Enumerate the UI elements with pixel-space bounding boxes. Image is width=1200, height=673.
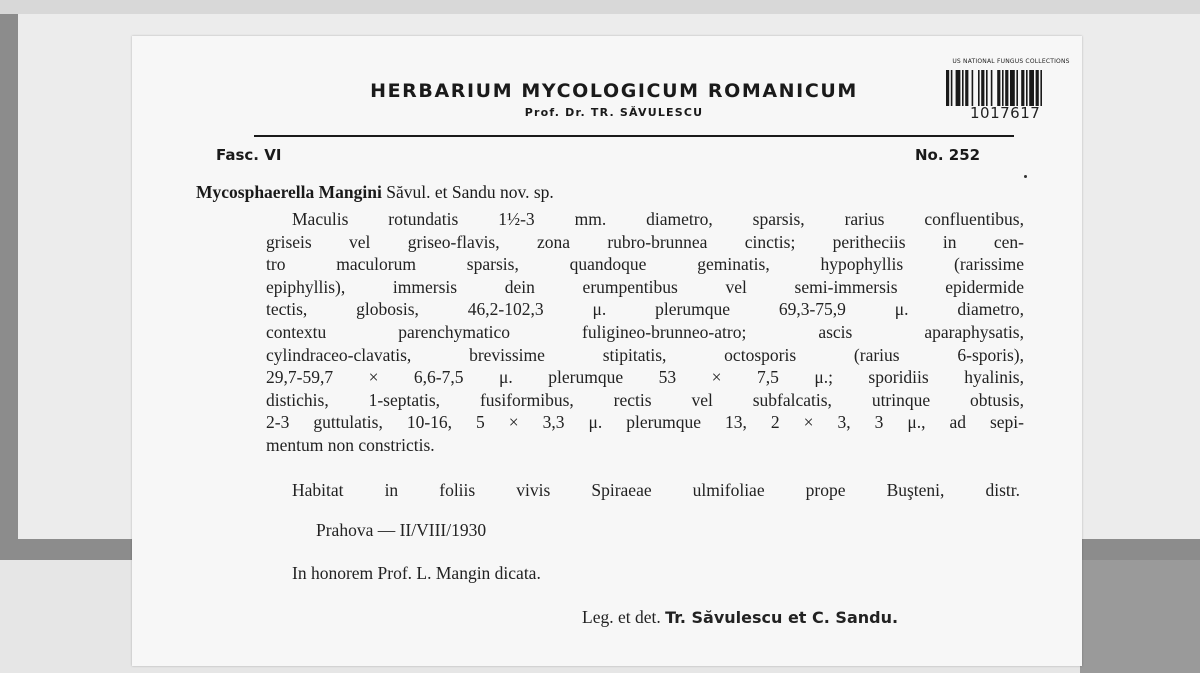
description-line: griseis vel griseo-flavis, zona rubro-brunnea cinctis; peritheciis in cen- bbox=[266, 231, 1024, 252]
description bbox=[266, 208, 1024, 457]
description-line: epiphyllis), immersis dein erumpentibus vel semi-immersis epidermide bbox=[266, 276, 1024, 297]
specimen-label bbox=[132, 36, 1082, 666]
description-line: 2-3 guttulatis, 10-16, 5 × 3,3 μ. plerumque 13, 2 × 3, 3 μ., ad sepi- bbox=[266, 412, 1024, 433]
collectors-line bbox=[582, 607, 898, 628]
barcode-number: 1017617 bbox=[970, 104, 1041, 122]
description-line: Maculis rotundatis 1½-3 mm. diametro, sparsis, rarius confluentibus, bbox=[292, 209, 1024, 229]
description-line: distichis, 1-septatis, fusiformibus, rectis vel subfalcatis, utrinque obtusis, bbox=[266, 389, 1024, 410]
ink-dot bbox=[1024, 175, 1027, 178]
description-line: tectis, globosis, 46,2-102,3 μ. plerumque 69,3-75,9 μ. diametro, bbox=[266, 299, 1024, 320]
description-line: mentum non constrictis. bbox=[266, 434, 435, 455]
herbarium-subtitle: Prof. Dr. TR. SĂVULESCU bbox=[524, 106, 704, 119]
fascicle-label: Fasc. VI bbox=[216, 146, 282, 164]
barcode-caption: US NATIONAL FUNGUS COLLECTIONS bbox=[952, 58, 1070, 65]
description-line: contextu parenchymatico fuligineo-brunneo-atro; ascis aparaphysatis, bbox=[266, 321, 1024, 342]
herbarium-title: HERBARIUM MYCOLOGICUM ROMANICUM bbox=[370, 80, 858, 102]
description-line: 29,7-59,7 × 6,6-7,5 μ. plerumque 53 × 7,5 μ.; sporidiis hyalinis, bbox=[266, 367, 1024, 388]
barcode-label bbox=[940, 58, 1082, 128]
description-line: cylindraceo-clavatis, brevissime stipitatis, octosporis (rarius 6-sporis), bbox=[266, 344, 1024, 365]
background-strip bbox=[0, 0, 1200, 14]
species-name bbox=[196, 182, 554, 203]
habitat: Habitat in foliis vivis Spiraeae ulmifoliae prope Buşteni, distr. bbox=[292, 480, 1020, 500]
legit-prefix: Leg. et det. bbox=[582, 607, 661, 627]
dedication: In honorem Prof. L. Mangin dicata. bbox=[292, 563, 541, 583]
barcode-icon bbox=[946, 70, 1080, 106]
species-binomial: Mycosphaerella Mangini bbox=[196, 182, 382, 202]
species-authors: Săvul. et Sandu nov. sp. bbox=[386, 182, 554, 202]
collectors-names: Tr. Săvulescu et C. Sandu. bbox=[665, 608, 899, 627]
background-fold bbox=[1080, 560, 1200, 673]
description-line: tro maculorum sparsis, quandoque geminatis, hypophyllis (rarissime bbox=[266, 254, 1024, 275]
header-rule bbox=[254, 135, 1014, 137]
locality-date: Prahova — II/VIII/1930 bbox=[316, 520, 487, 540]
specimen-number: No. 252 bbox=[915, 146, 981, 164]
